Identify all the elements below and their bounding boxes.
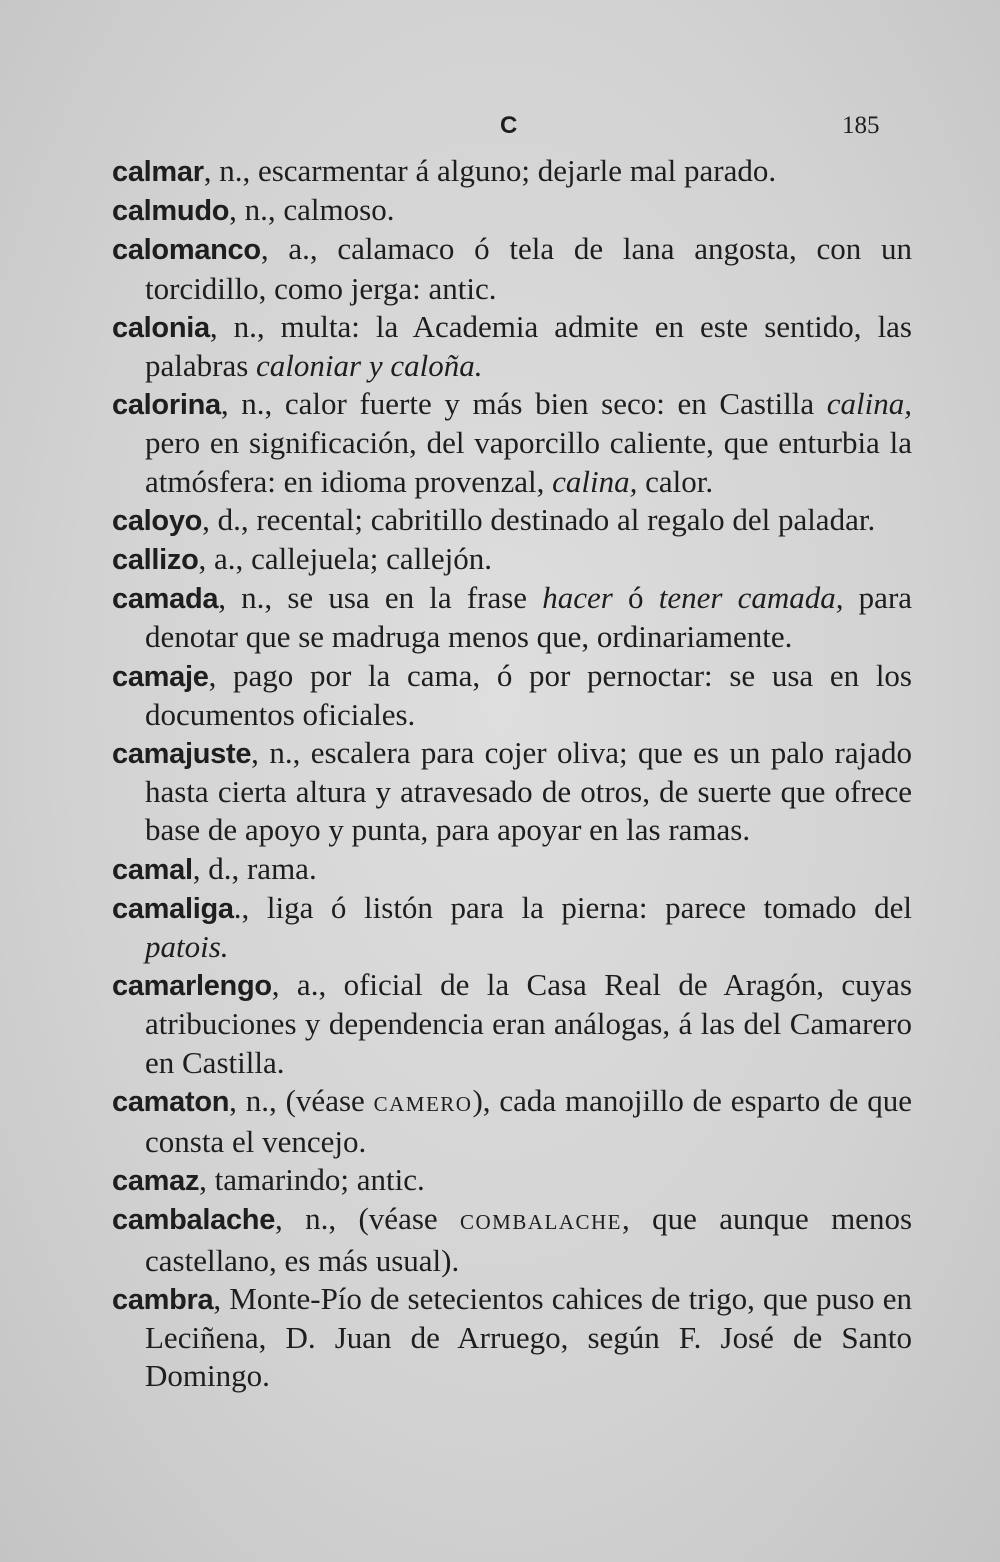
definition: escalera para cojer oliva; que es un palo rajado hasta cierta altura y atravesado de otros, de suerte que ofrece base de apoyo y punta, para apoyar en las ramas.: [145, 735, 912, 848]
headword: cambalache: [112, 1204, 276, 1237]
dictionary-entry: [112, 1200, 912, 1279]
definition-cont: ó: [612, 580, 659, 616]
dictionary-entry: [112, 850, 912, 889]
definition: (véase: [276, 1082, 374, 1118]
grammar-label: , n.,: [218, 580, 273, 616]
headword: calmar: [112, 156, 204, 188]
headword: calorina: [112, 389, 221, 422]
definition: calor fuerte y más bien seco: en Castilla: [272, 386, 827, 422]
headword: camaje: [112, 660, 209, 693]
grammar-label: , n.,: [275, 1201, 337, 1237]
italic-term: tener camada,: [658, 580, 844, 616]
grammar-label: ,: [199, 1162, 207, 1198]
dictionary-entry: [112, 152, 912, 191]
definition: Monte-Pío de setecientos cahices de trigo, que puso en Leciñena, D. Juan de Arruego, según F. José de Santo Domingo.: [145, 1280, 912, 1394]
definition: rama.: [239, 850, 317, 886]
definition: recental; cabritillo destinado al regalo del paladar.: [248, 501, 876, 537]
grammar-label: , a.,: [260, 231, 318, 267]
definition: calamaco ó tela de lana angosta, con un torcidillo, como jerga: antic.: [145, 231, 912, 306]
grammar-label: , n.,: [209, 308, 265, 344]
headword: camaton: [112, 1085, 230, 1118]
page-number: 185: [842, 112, 880, 139]
grammar-label: .,: [233, 889, 267, 925]
grammar-label: , n.,: [220, 386, 273, 422]
dictionary-entry: [112, 1082, 912, 1161]
headword: camaliga: [112, 892, 234, 925]
dictionary-entry: [112, 385, 912, 501]
definition: escarmentar á alguno; dejarle mal parado.: [250, 153, 777, 188]
headword: camarlengo: [112, 970, 272, 1003]
section-letter: C: [500, 112, 518, 139]
definition-cont: , que aunque menos castellano, es más usual).: [145, 1201, 913, 1278]
headword: camajuste: [112, 738, 252, 771]
running-head: [0, 112, 1000, 152]
dictionary-entries: [112, 152, 912, 1396]
dictionary-entry: [112, 579, 912, 656]
definition-cont: pero en significación, del vaporcillo caliente, que enturbia la atmósfera: en idioma provenzal,: [145, 425, 912, 499]
headword: camada: [112, 583, 219, 616]
italic-term: caloniar y caloña.: [256, 348, 483, 384]
dictionary-entry: [112, 501, 912, 540]
grammar-label: , d.,: [202, 501, 249, 537]
definition: pago por la cama, ó por pernoctar: se usa en los documentos oficiales.: [145, 657, 912, 732]
definition-cont: calor.: [637, 463, 714, 499]
italic-term: calina,: [552, 463, 638, 499]
definition: tamarindo; antic.: [206, 1162, 425, 1198]
grammar-label: ,: [208, 657, 217, 693]
headword: callizo: [112, 544, 199, 577]
grammar-label: ,: [213, 1280, 222, 1316]
dictionary-entry: [112, 1280, 912, 1396]
grammar-label: , n.,: [229, 1082, 277, 1118]
headword: caloyo: [112, 504, 203, 537]
headword: calmudo: [112, 195, 230, 228]
headword: camaz: [112, 1165, 200, 1198]
dictionary-entry: [112, 230, 912, 307]
dictionary-entry: [112, 657, 912, 734]
grammar-label: , a.,: [198, 541, 244, 577]
grammar-label: , n.,: [229, 192, 276, 228]
definition: se usa en la frase: [272, 580, 543, 616]
definition: callejuela; callejón.: [243, 541, 493, 577]
dictionary-entry: [112, 540, 912, 579]
grammar-label: , d.,: [192, 850, 240, 886]
dictionary-entry: [112, 308, 912, 385]
headword: cambra: [112, 1283, 214, 1316]
small-caps-reference: COMBALACHE: [460, 1210, 623, 1235]
definition: multa: la Academia admite en este sentido, las palabras: [145, 308, 913, 384]
italic-term: calina,: [826, 386, 912, 422]
grammar-label: , n.,: [203, 153, 251, 188]
dictionary-entry: [112, 966, 912, 1082]
definition: calmoso.: [275, 192, 395, 228]
headword: camal: [112, 853, 193, 886]
definition-cont: ), cada manojillo de esparto de que consta el vencejo.: [145, 1082, 912, 1160]
dictionary-entry: [112, 889, 912, 966]
italic-term: patois.: [145, 929, 229, 965]
definition: liga ó listón para la pierna: parece tomado del: [266, 889, 913, 925]
dictionary-entry: [112, 191, 912, 230]
headword: calomanco: [112, 234, 261, 267]
dictionary-entry: [112, 734, 912, 850]
definition: oficial de la Casa Real de Aragón, cuyas atribuciones y dependencia eran análogas, á las del Camarero en Castilla.: [145, 967, 913, 1080]
italic-term: hacer: [542, 580, 613, 616]
headword: calonia: [112, 311, 210, 344]
dictionary-entry: [112, 1161, 912, 1200]
definition-cont: para denotar que se madruga menos que, ordinariamente.: [145, 580, 913, 655]
grammar-label: , n.,: [251, 735, 301, 771]
grammar-label: , a.,: [271, 967, 327, 1003]
definition: (véase: [336, 1201, 460, 1237]
small-caps-reference: CAMERO: [373, 1091, 473, 1116]
